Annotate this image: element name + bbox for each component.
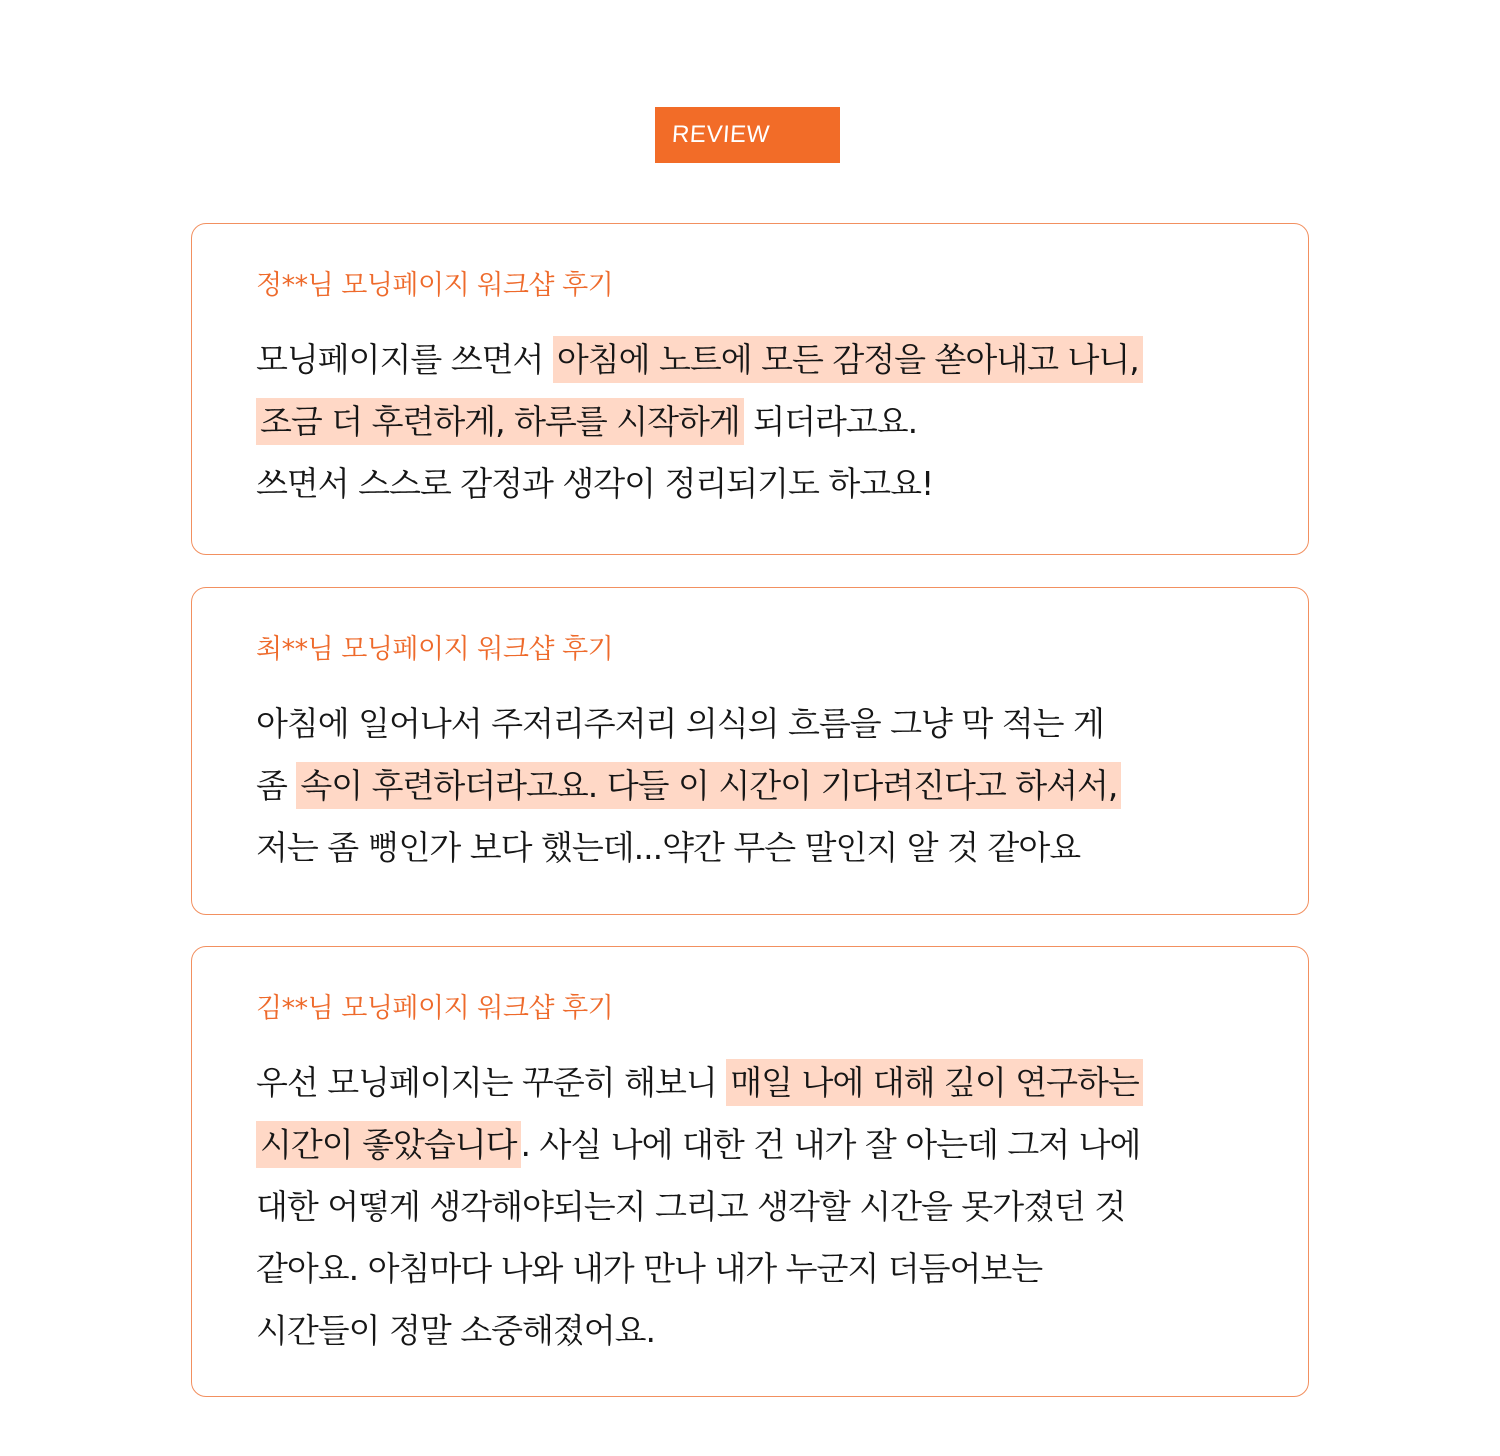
highlighted-text: 시간이 좋았습니다 — [256, 1121, 521, 1168]
review-line — [256, 329, 1143, 391]
review-card-1 — [191, 223, 1309, 555]
review-body — [256, 693, 1121, 879]
review-text: 같아요. 아침마다 나와 내가 만나 내가 누군지 더듬어보는 — [256, 1249, 1043, 1288]
review-line — [256, 755, 1121, 817]
highlighted-text: 조금 더 후련하게, 하루를 시작하게 — [256, 398, 744, 445]
review-body — [256, 329, 1143, 515]
review-text: 좀 — [256, 766, 297, 805]
review-card-2 — [191, 587, 1309, 915]
review-line — [256, 1114, 1143, 1176]
review-line — [256, 817, 1121, 879]
review-line — [256, 1176, 1143, 1238]
review-line — [256, 693, 1121, 755]
review-badge — [655, 107, 840, 163]
highlighted-text: 속이 후련하더라고요. 다들 이 시간이 기다려진다고 하셔서, — [296, 762, 1121, 809]
review-line — [256, 453, 1143, 515]
highlighted-text: 매일 나에 대해 깊이 연구하는 — [726, 1059, 1143, 1106]
review-line — [256, 1052, 1143, 1114]
review-text: 대한 어떻게 생각해야되는지 그리고 생각할 시간을 못가졌던 것 — [256, 1187, 1126, 1226]
review-text: 우선 모닝페이지는 꾸준히 해보니 — [256, 1063, 727, 1102]
review-title: 정**님 모닝페이지 워크샵 후기 — [256, 270, 614, 301]
review-card-3 — [191, 946, 1309, 1397]
review-body — [256, 1052, 1143, 1362]
review-text: 아침에 일어나서 주저리주저리 의식의 흐름을 그냥 막 적는 게 — [256, 704, 1104, 743]
review-line — [256, 1238, 1143, 1300]
review-text: . 사실 나에 대한 건 내가 잘 아는데 그저 나에 — [520, 1125, 1141, 1164]
highlighted-text: 아침에 노트에 모든 감정을 쏟아내고 나니, — [553, 336, 1143, 383]
review-text: 저는 좀 뻥인가 보다 했는데...약간 무슨 말인지 알 것 같아요 — [256, 828, 1081, 867]
review-text: 쓰면서 스스로 감정과 생각이 정리되기도 하고요! — [256, 464, 934, 503]
review-title: 김**님 모닝페이지 워크샵 후기 — [256, 993, 614, 1024]
review-text: 모닝페이지를 쓰면서 — [256, 340, 553, 379]
review-line — [256, 391, 1143, 453]
review-text: 시간들이 정말 소중해졌어요. — [256, 1311, 656, 1350]
review-line — [256, 1300, 1143, 1362]
review-title: 최**님 모닝페이지 워크샵 후기 — [256, 634, 614, 665]
review-text: 되더라고요. — [743, 402, 918, 441]
review-badge-label: REVIEW — [671, 121, 771, 148]
